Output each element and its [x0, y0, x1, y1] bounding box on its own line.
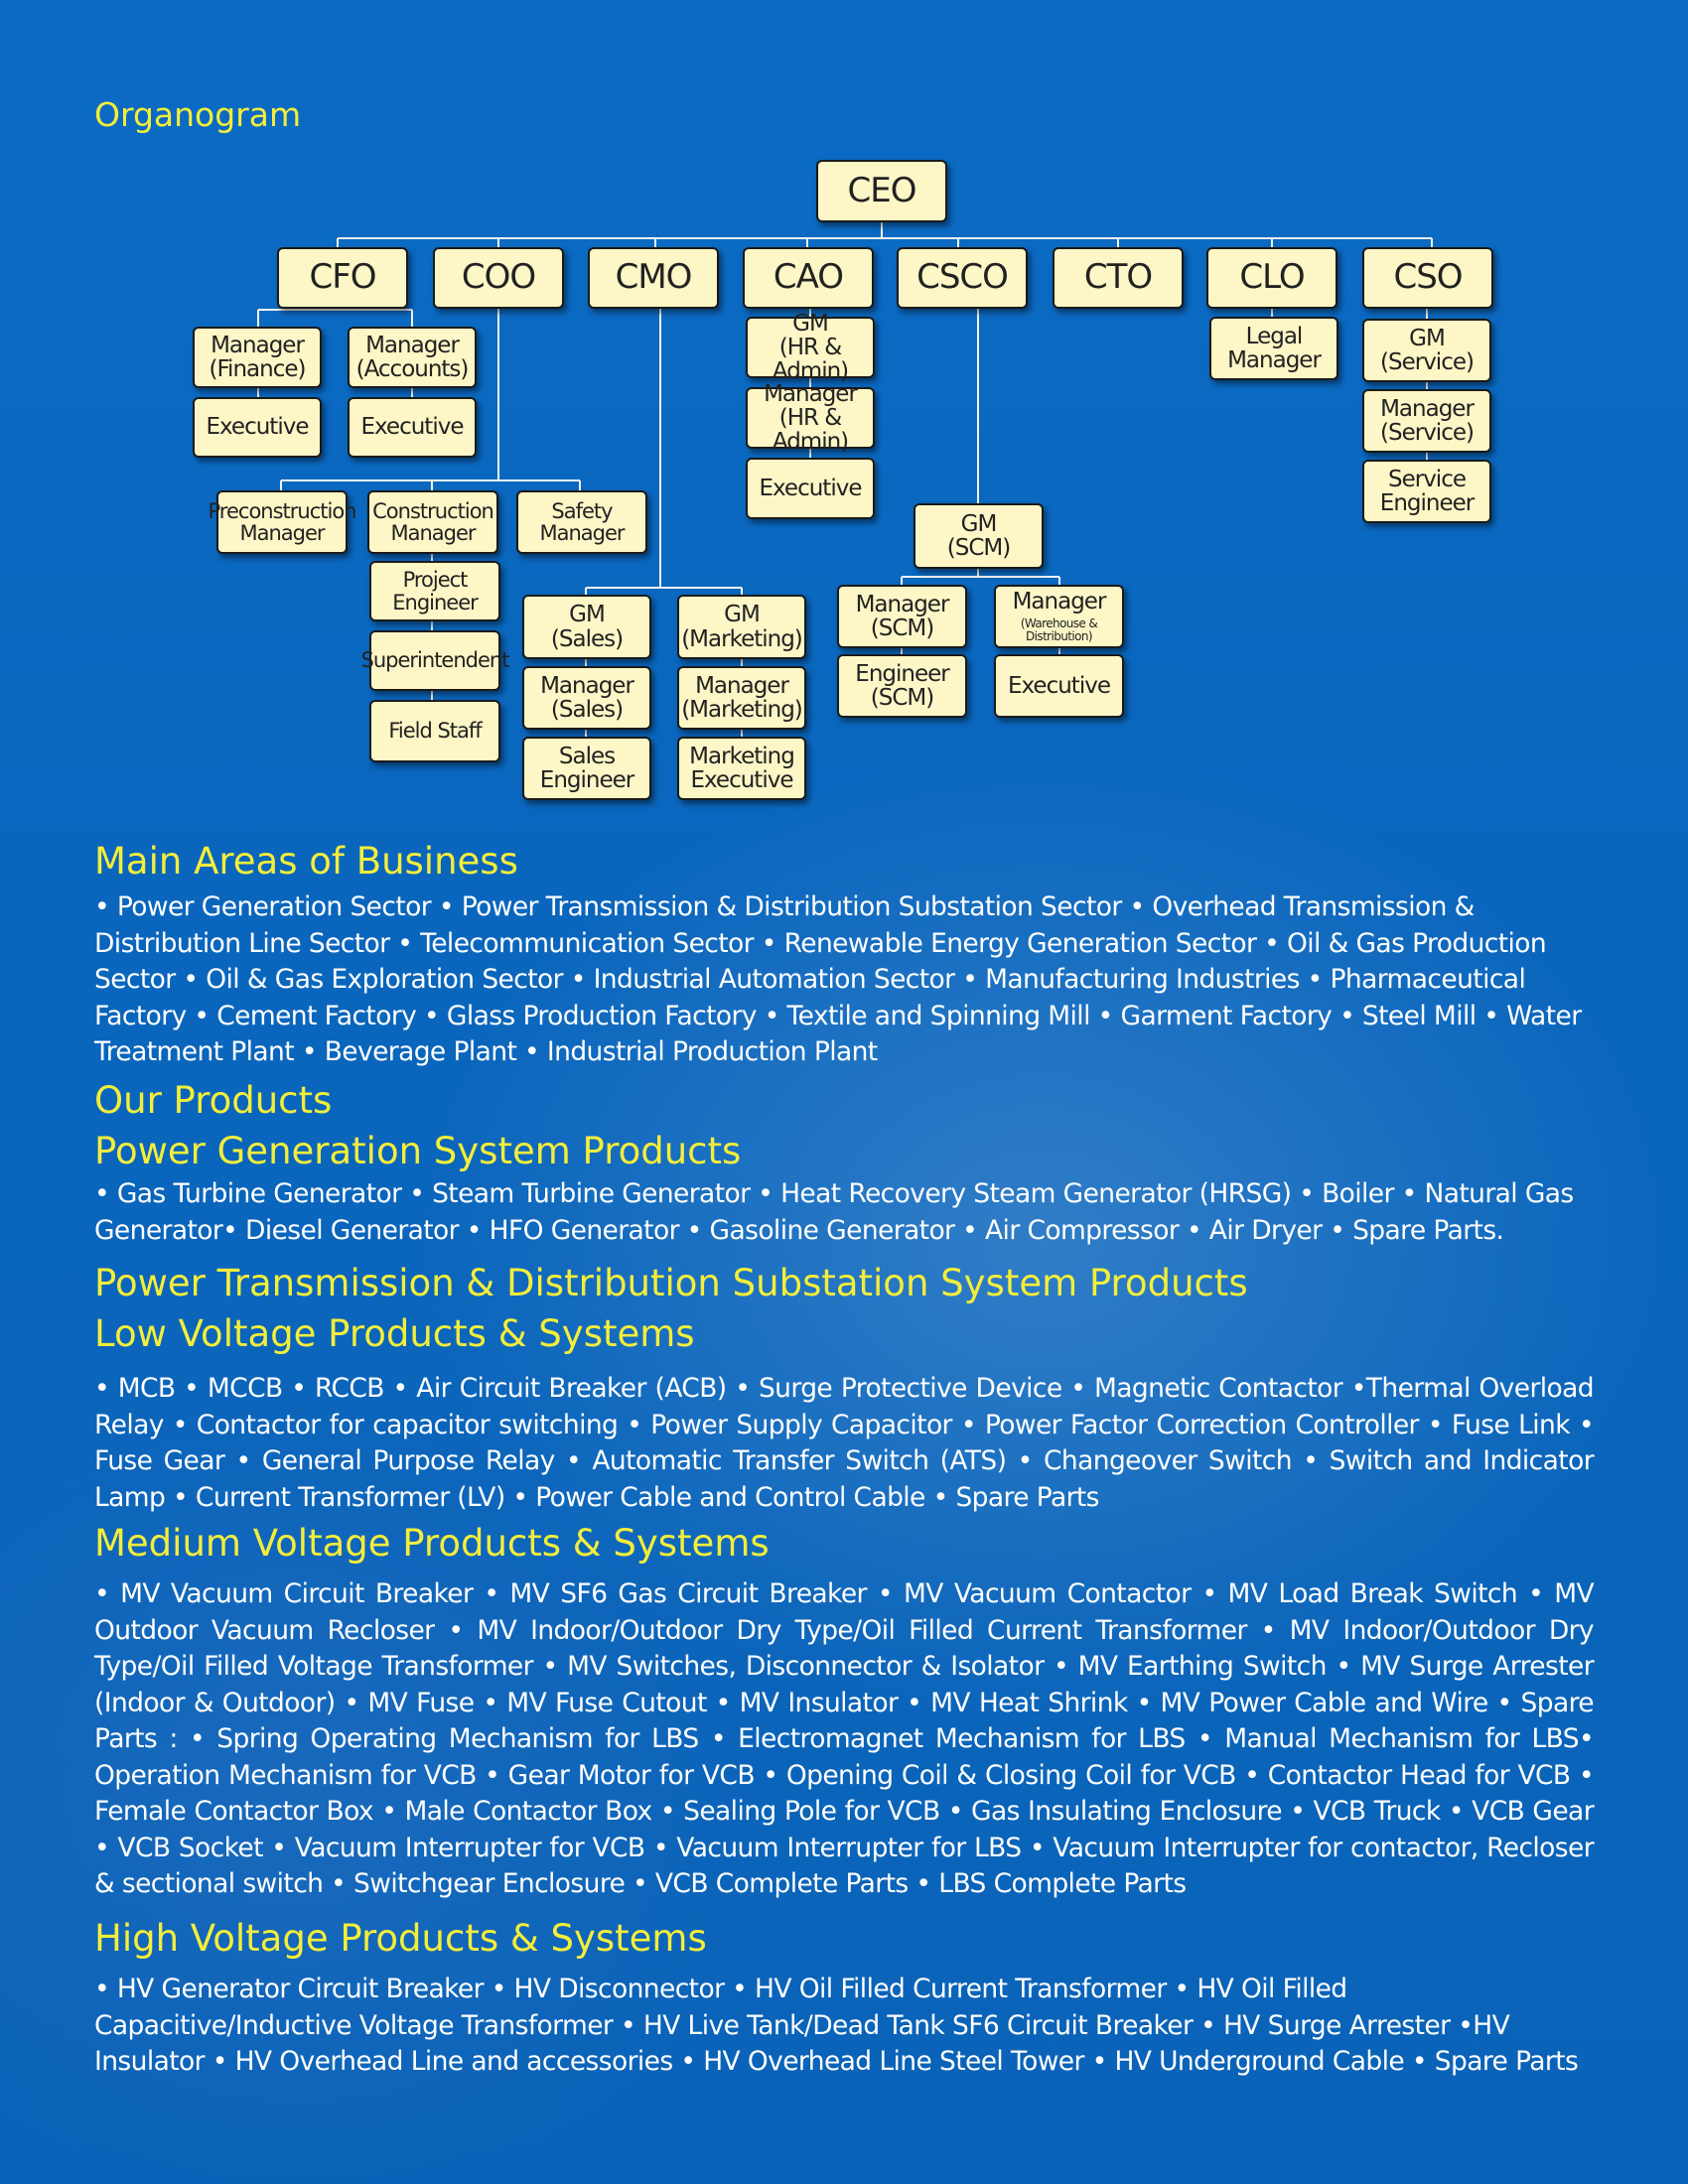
org-node-csco-executive: Executive	[994, 654, 1124, 718]
ptd-substation-heading: Power Transmission & Distribution Substation System Products	[94, 1262, 1248, 1304]
org-node-gm-scm: GM (SCM)	[914, 503, 1044, 569]
org-node-legal-manager: Legal Manager	[1209, 317, 1338, 380]
org-node-ceo: CEO	[816, 160, 947, 222]
org-node-preconstruction-manager: Preconstruction Manager	[216, 490, 348, 554]
org-node-cfo-executive-finance: Executive	[193, 397, 322, 458]
org-node-clo: CLO	[1206, 247, 1337, 309]
org-node-cao-executive: Executive	[746, 458, 875, 519]
org-node-manager-finance: Manager (Finance)	[193, 327, 322, 388]
org-node-gm-sales: GM (Sales)	[522, 595, 651, 659]
org-node-manager-hr-admin: Manager (HR & Admin)	[746, 387, 875, 449]
power-generation-text: • Gas Turbine Generator • Steam Turbine Generator • Heat Recovery Steam Generator (HRSG) • Boiler • Natural Gas Generator• Diesel Generator • HFO Generator • Gasoline Generator • Air Compressor • Air Dryer • Spare Parts.	[94, 1178, 1574, 1246]
low-voltage-text: • MCB • MCCB • RCCB • Air Circuit Breaker (ACB) • Surge Protective Device • Magnetic Contactor •Thermal Overload Relay • Contactor for capacitor switching • Power Supply Capacitor • Power Factor Correction Controller • Fuse Link • Fuse Gear • General Purpose Relay • Automatic Transfer Switch (ATS) • Changeover Switch • Switch and Indicator Lamp • Current Transformer (LV) • Power Cable and Control Cable • Spare Parts	[94, 1373, 1594, 1513]
org-node-marketing-executive: Marketing Executive	[677, 737, 806, 800]
org-node-cto: CTO	[1053, 247, 1184, 309]
main-areas-heading: Main Areas of Business	[94, 840, 518, 883]
org-node-manager-service: Manager (Service)	[1362, 389, 1491, 453]
org-node-cso: CSO	[1362, 247, 1493, 309]
org-node-service-engineer: Service Engineer	[1362, 460, 1491, 523]
org-node-manager-sales: Manager (Sales)	[522, 666, 651, 730]
our-products-heading: Our Products	[94, 1079, 333, 1122]
org-node-project-engineer: Project Engineer	[369, 561, 500, 621]
org-node-field-staff: Field Staff	[369, 700, 500, 762]
org-node-engineer-scm: Engineer (SCM)	[837, 654, 967, 718]
org-node-sales-engineer: Sales Engineer	[522, 737, 651, 800]
org-node-manager-scm: Manager (SCM)	[837, 585, 967, 648]
org-node-cao: CAO	[743, 247, 874, 309]
org-node-manager-warehouse	[994, 585, 1124, 648]
org-node-coo: COO	[433, 247, 564, 309]
org-node-safety-manager: Safety Manager	[516, 490, 647, 554]
org-node-manager-accounts: Manager (Accounts)	[348, 327, 477, 388]
page-title: Organogram	[94, 95, 302, 134]
main-areas-text: • Power Generation Sector • Power Transmission & Distribution Substation Sector • Overhead Transmission & Distribution Line Sector • Telecommunication Sector • Renewable Energy Generation Sector • Oil & Gas Production Sector • Oil & Gas Exploration Sector • Industrial Automation Sector • Manufacturing Industries • Pharmaceutical Factory • Cement Factory • Glass Production Factory • Textile and Spinning Mill • Garment Factory • Steel Mill • Water Treatment Plant • Beverage Plant • Industrial Production Plant	[94, 891, 1582, 1067]
high-voltage-text: • HV Generator Circuit Breaker • HV Disconnector • HV Oil Filled Current Transformer • HV Oil Filled Capacitive/Inductive Voltage Transformer • HV Live Tank/Dead Tank SF6 Circuit Breaker • HV Surge Arrester •HV Insulator • HV Overhead Line and accessories • HV Overhead Line Steel Tower • HV Underground Cable • Spare Parts	[94, 1974, 1579, 2077]
high-voltage-heading: High Voltage Products & Systems	[94, 1917, 707, 1960]
org-node-manager-marketing: Manager (Marketing)	[677, 666, 806, 730]
medium-voltage-heading: Medium Voltage Products & Systems	[94, 1522, 770, 1565]
org-node-gm-service: GM (Service)	[1362, 319, 1491, 382]
medium-voltage-text: • MV Vacuum Circuit Breaker • MV SF6 Gas Circuit Breaker • MV Vacuum Contactor • MV Load Break Switch • MV Outdoor Vacuum Recloser • MV Indoor/Outdoor Dry Type/Oil Filled Current Transformer • MV Indoor/Outdoor Dry Type/Oil Filled Voltage Transformer • MV Switches, Disconnector & Isolator • MV Earthing Switch • MV Surge Arrester (Indoor & Outdoor) • MV Fuse • MV Fuse Cutout • MV Insulator • MV Heat Shrink • MV Power Cable and Wire • Spare Parts : • Spring Operating Mechanism for LBS • Electromagnet Mechanism for LBS • Manual Mechanism for LBS• Operation Mechanism for VCB • Gear Motor for VCB • Opening Coil & Closing Coil for VCB • Contactor Head for VCB • Female Contactor Box • Male Contactor Box • Sealing Pole for VCB • Gas Insulating Enclosure • VCB Truck • VCB Gear • VCB Socket • Vacuum Interrupter for VCB • Vacuum Interrupter for LBS • Vacuum Interrupter for contactor, Recloser & sectional switch • Switchgear Enclosure • VCB Complete Parts • LBS Complete Parts	[94, 1578, 1594, 1899]
org-node-csco: CSCO	[897, 247, 1028, 309]
org-node-cmo: CMO	[588, 247, 719, 309]
org-node-superintendent: Superintendent	[369, 630, 500, 691]
manager-warehouse-title: Manager	[1012, 589, 1106, 615]
low-voltage-heading: Low Voltage Products & Systems	[94, 1312, 695, 1355]
org-node-cfo: CFO	[277, 247, 408, 309]
org-node-gm-marketing: GM (Marketing)	[677, 595, 806, 659]
manager-warehouse-subtitle: (Warehouse & Distribution)	[1020, 616, 1098, 644]
org-node-gm-hr-admin: GM (HR & Admin)	[746, 317, 875, 378]
org-node-cfo-executive-accounts: Executive	[348, 397, 477, 458]
power-generation-heading: Power Generation System Products	[94, 1130, 742, 1172]
org-node-construction-manager: Construction Manager	[367, 490, 498, 554]
